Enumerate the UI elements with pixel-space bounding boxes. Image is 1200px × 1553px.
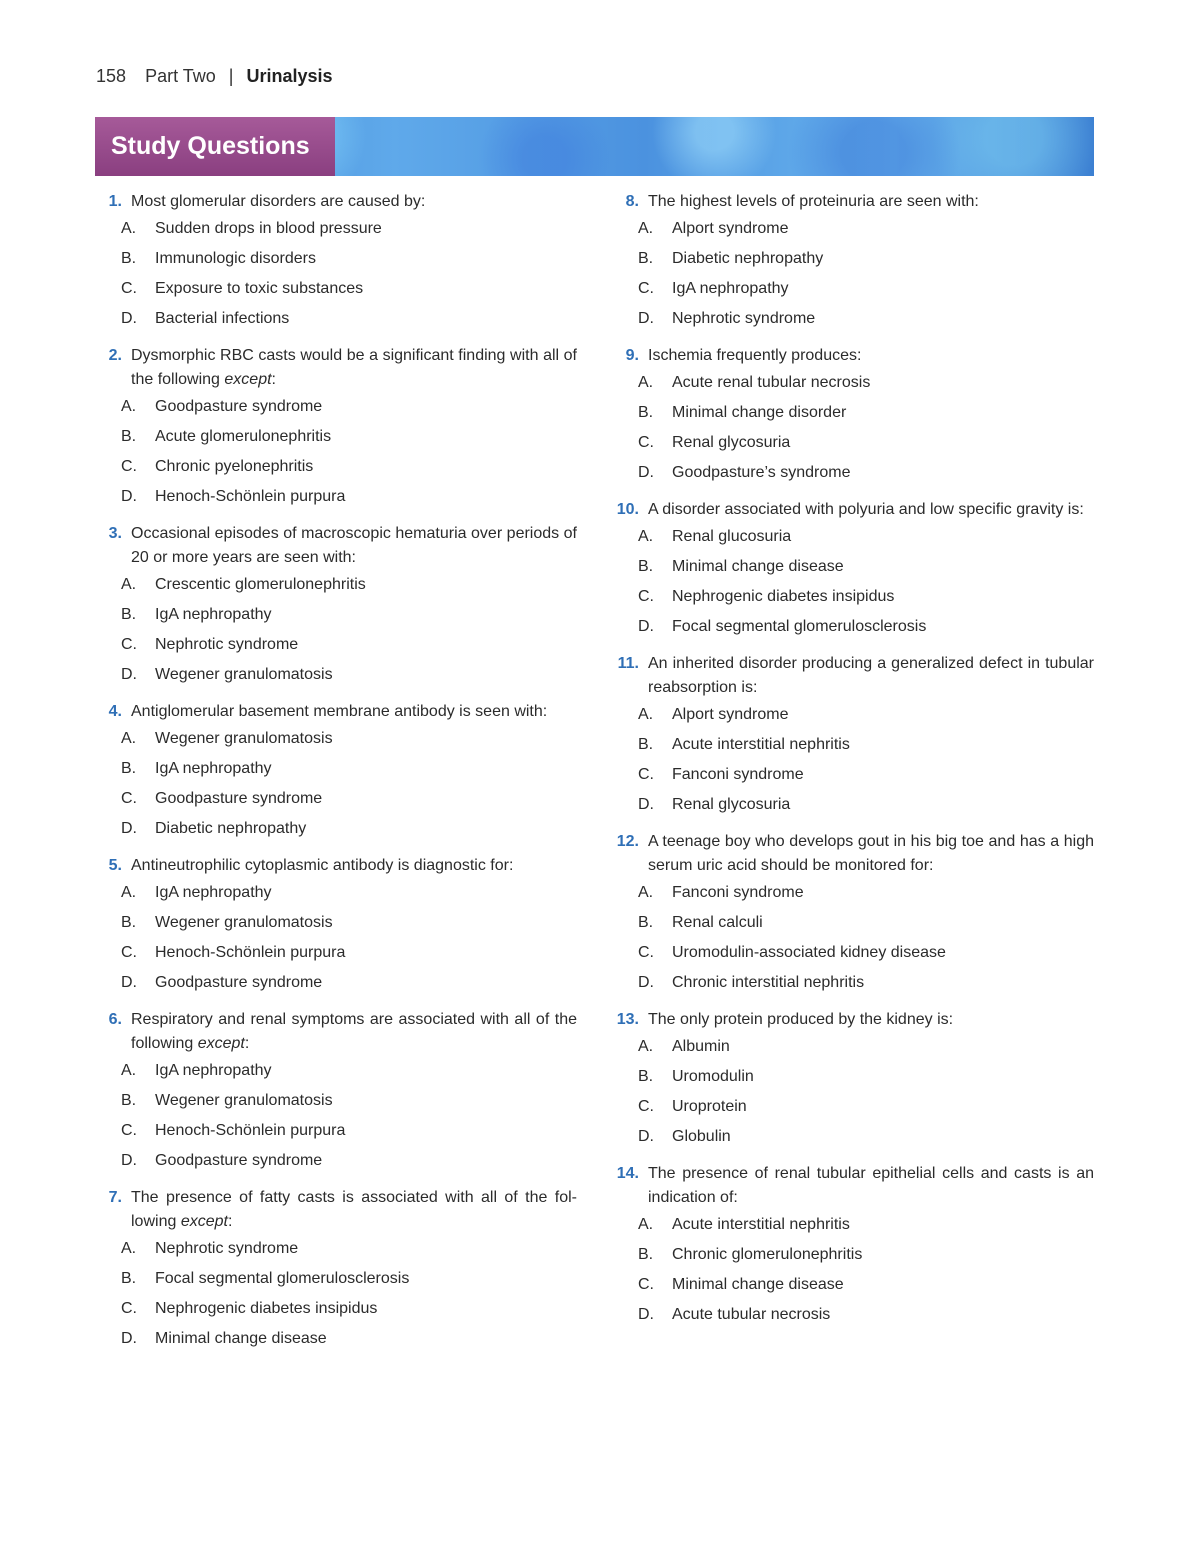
section-title: Urinalysis (246, 66, 333, 86)
option-letter: A. (121, 576, 137, 593)
option-text: Wegener granulomatosis (155, 666, 333, 683)
option-letter: B. (121, 250, 137, 267)
option-text: Acute tubular necrosis (672, 1306, 831, 1323)
option-letter: C. (121, 1300, 137, 1317)
option-text: Uromodulin-associated kidney disease (672, 944, 946, 961)
question-6-option-a[interactable] (95, 1056, 577, 1086)
question-number: 1. (108, 193, 122, 210)
option-text: Goodpasture syndrome (155, 398, 323, 415)
option-text: IgA nephropathy (155, 760, 272, 777)
option-letter: B. (638, 558, 654, 575)
option-letter: B. (121, 606, 137, 623)
option-letter: C. (638, 1098, 654, 1115)
option-text: Wegener granulomatosis (155, 914, 333, 931)
question-12-option-c[interactable] (612, 938, 1094, 968)
option-text: Chronic glomerulonephritis (672, 1246, 863, 1263)
question-10-option-a[interactable] (612, 522, 1094, 552)
question-stem (612, 652, 1094, 700)
option-letter: C. (638, 434, 654, 451)
option-text: Albumin (672, 1038, 730, 1055)
question-10-option-b[interactable] (612, 552, 1094, 582)
option-text: Goodpasture’s syndrome (672, 464, 851, 481)
question-stem (612, 344, 1094, 368)
question-number: 4. (108, 703, 122, 720)
question-4-option-a[interactable] (95, 724, 577, 754)
option-letter: D. (638, 796, 654, 813)
question-2-option-c[interactable] (95, 452, 577, 482)
option-text: Renal calculi (672, 914, 763, 931)
option-text: Nephrotic syndrome (155, 636, 299, 653)
answer-options (612, 214, 1094, 334)
question-number: 10. (616, 501, 639, 518)
option-text: Nephrogenic diabetes insipidus (155, 1300, 378, 1317)
question-8-option-a[interactable] (612, 214, 1094, 244)
option-letter: B. (121, 428, 137, 445)
question-8-option-d[interactable] (612, 304, 1094, 334)
question-6-option-d[interactable] (95, 1146, 577, 1176)
option-letter: D. (638, 618, 654, 635)
question-text: Antineutrophilic cytoplasmic antibody is diagnostic for: (131, 857, 514, 874)
question-number: 14. (616, 1165, 639, 1182)
option-letter: C. (121, 944, 137, 961)
question-14-option-d[interactable] (612, 1300, 1094, 1330)
question-2-option-a[interactable] (95, 392, 577, 422)
page-number: 158 (96, 66, 127, 86)
question-14-option-a[interactable] (612, 1210, 1094, 1240)
option-text: IgA nephropathy (155, 884, 272, 901)
question-7-option-a[interactable] (95, 1234, 577, 1264)
option-letter: C. (121, 458, 137, 475)
option-text: Fanconi syndrome (672, 884, 804, 901)
option-letter: A. (121, 398, 137, 415)
question-10-option-d[interactable] (612, 612, 1094, 642)
question-6 (95, 1008, 577, 1176)
option-letter: A. (638, 1216, 654, 1233)
question-number: 12. (616, 833, 639, 850)
question-7-option-d[interactable] (95, 1324, 577, 1354)
question-text: Occasional episodes of macroscopic hematuria over periods of 20 or more years are seen with: (131, 525, 577, 566)
option-letter: C. (638, 944, 654, 961)
answer-options (95, 570, 577, 690)
answer-options (612, 878, 1094, 998)
question-text: Most glomerular disorders are caused by: (131, 193, 426, 210)
option-text: Acute interstitial nephritis (672, 1216, 850, 1233)
question-2-option-d[interactable] (95, 482, 577, 512)
option-letter: C. (121, 1122, 137, 1139)
question-text: A disorder associated with polyuria and low specific gravity is: (648, 501, 1084, 518)
question-stem (612, 830, 1094, 878)
question-stem (95, 700, 577, 724)
question-stem (95, 854, 577, 878)
option-text: Minimal change disease (672, 1276, 844, 1293)
answer-options (95, 724, 577, 844)
option-text: Renal glycosuria (672, 796, 791, 813)
question-number: 11. (617, 655, 639, 672)
option-text: Alport syndrome (672, 706, 789, 723)
running-head (96, 66, 333, 87)
question-stem (95, 190, 577, 214)
option-text: Focal segmental glomerulosclerosis (672, 618, 927, 635)
option-text: Uroprotein (672, 1098, 747, 1115)
option-text: Henoch-Schönlein purpura (155, 1122, 346, 1139)
question-text-end: : (244, 1035, 250, 1052)
question-13-option-a[interactable] (612, 1032, 1094, 1062)
answer-options (612, 368, 1094, 488)
option-text: Renal glucosuria (672, 528, 792, 545)
option-letter: A. (638, 884, 654, 901)
question-14 (612, 1162, 1094, 1330)
question-3-option-c[interactable] (95, 630, 577, 660)
option-text: IgA nephropathy (155, 1062, 272, 1079)
question-4-option-d[interactable] (95, 814, 577, 844)
option-text: Goodpasture syndrome (155, 790, 323, 807)
question-number: 5. (108, 857, 122, 874)
option-text: Nephrotic syndrome (155, 1240, 299, 1257)
option-text: Acute interstitial nephritis (672, 736, 850, 753)
question-14-option-b[interactable] (612, 1240, 1094, 1270)
option-text: Alport syndrome (672, 220, 789, 237)
questions-column-left (95, 190, 577, 1364)
option-letter: C. (638, 280, 654, 297)
option-text: Nephrogenic diabetes insipidus (672, 588, 895, 605)
question-9-option-c[interactable] (612, 428, 1094, 458)
question-3 (95, 522, 577, 690)
question-11-option-b[interactable] (612, 730, 1094, 760)
option-letter: B. (638, 250, 654, 267)
option-text: Minimal change disease (155, 1330, 327, 1347)
option-letter: A. (121, 1062, 137, 1079)
question-5-option-c[interactable] (95, 938, 577, 968)
answer-options (612, 522, 1094, 642)
option-letter: A. (638, 528, 654, 545)
question-2 (95, 344, 577, 512)
question-1 (95, 190, 577, 334)
question-6-option-c[interactable] (95, 1116, 577, 1146)
question-12-option-d[interactable] (612, 968, 1094, 998)
option-text: Wegener granulomatosis (155, 730, 333, 747)
answer-options (95, 214, 577, 334)
question-stem (612, 498, 1094, 522)
questions-column-right (612, 190, 1094, 1340)
option-text: Crescentic glomerulonephritis (155, 576, 366, 593)
question-text: Ischemia frequently produces: (648, 347, 862, 364)
question-13 (612, 1008, 1094, 1152)
question-text: Dysmorphic RBC casts would be a significant finding with all of the following (131, 347, 577, 388)
question-11 (612, 652, 1094, 820)
question-text: The only protein produced by the kidney is: (648, 1011, 954, 1028)
option-text: Acute renal tubular necrosis (672, 374, 871, 391)
question-7-option-c[interactable] (95, 1294, 577, 1324)
option-letter: C. (121, 636, 137, 653)
option-text: Henoch-Schönlein purpura (155, 488, 346, 505)
option-text: Henoch-Schönlein purpura (155, 944, 346, 961)
option-letter: D. (638, 974, 654, 991)
question-13-option-c[interactable] (612, 1092, 1094, 1122)
question-5-option-a[interactable] (95, 878, 577, 908)
option-letter: A. (638, 706, 654, 723)
question-8-option-b[interactable] (612, 244, 1094, 274)
option-letter: A. (121, 730, 137, 747)
option-letter: C. (121, 280, 137, 297)
question-9-option-a[interactable] (612, 368, 1094, 398)
question-6-option-b[interactable] (95, 1086, 577, 1116)
option-text: IgA nephropathy (672, 280, 789, 297)
question-text: An inherited disorder producing a generalized defect in tubular reabsorption is: (648, 655, 1094, 696)
option-text: Goodpasture syndrome (155, 974, 323, 991)
question-number: 8. (625, 193, 639, 210)
option-letter: D. (638, 464, 654, 481)
question-12-option-b[interactable] (612, 908, 1094, 938)
question-stem (612, 1008, 1094, 1032)
option-text: Chronic interstitial nephritis (672, 974, 865, 991)
question-12 (612, 830, 1094, 998)
question-number: 13. (616, 1011, 639, 1028)
option-text: Acute glomerulonephritis (155, 428, 332, 445)
option-letter: C. (638, 766, 654, 783)
question-13-option-b[interactable] (612, 1062, 1094, 1092)
answer-options (95, 878, 577, 998)
option-letter: D. (638, 1306, 654, 1323)
option-letter: D. (121, 488, 137, 505)
option-text: Bacterial infections (155, 310, 290, 327)
option-text: Minimal change disease (672, 558, 844, 575)
question-3-option-d[interactable] (95, 660, 577, 690)
question-number: 9. (625, 347, 639, 364)
option-letter: A. (638, 374, 654, 391)
option-letter: C. (638, 588, 654, 605)
question-emphasis: except (197, 1035, 245, 1052)
question-1-option-d[interactable] (95, 304, 577, 334)
option-letter: D. (121, 310, 137, 327)
question-10-option-c[interactable] (612, 582, 1094, 612)
option-letter: B. (121, 914, 137, 931)
question-text-end: : (271, 371, 276, 388)
question-text: Antiglomerular basement membrane antibody is seen with: (131, 703, 548, 720)
question-number: 2. (108, 347, 122, 364)
banner-title: Study Questions (95, 117, 335, 176)
option-text: Wegener granulomatosis (155, 1092, 333, 1109)
option-text: Sudden drops in blood pressure (155, 220, 382, 237)
question-5-option-b[interactable] (95, 908, 577, 938)
question-3-option-b[interactable] (95, 600, 577, 630)
part-label: Part Two (145, 66, 216, 86)
option-text: Fanconi syndrome (672, 766, 804, 783)
option-letter: A. (121, 220, 137, 237)
question-14-option-c[interactable] (612, 1270, 1094, 1300)
question-1-option-c[interactable] (95, 274, 577, 304)
option-letter: D. (121, 1330, 137, 1347)
option-letter: B. (121, 760, 137, 777)
question-emphasis: except (180, 1213, 228, 1230)
question-stem (612, 190, 1094, 214)
option-letter: B. (638, 736, 654, 753)
study-questions-banner (95, 117, 1094, 176)
question-8-option-c[interactable] (612, 274, 1094, 304)
question-text: The presence of fatty casts is associated with all of the fol-lowing (131, 1189, 577, 1230)
question-1-option-b[interactable] (95, 244, 577, 274)
question-text-end: : (227, 1213, 233, 1230)
question-number: 6. (108, 1011, 122, 1028)
option-letter: D. (121, 666, 137, 683)
option-text: IgA nephropathy (155, 606, 272, 623)
question-7 (95, 1186, 577, 1354)
option-letter: D. (638, 310, 654, 327)
question-number: 7. (108, 1189, 122, 1206)
option-text: Exposure to toxic substances (155, 280, 364, 297)
question-8 (612, 190, 1094, 334)
question-4 (95, 700, 577, 844)
answer-options (95, 1234, 577, 1354)
option-text: Renal glycosuria (672, 434, 791, 451)
option-text: Goodpasture syndrome (155, 1152, 323, 1169)
question-3-option-a[interactable] (95, 570, 577, 600)
answer-options (612, 1210, 1094, 1330)
option-text: Diabetic nephropathy (155, 820, 307, 837)
question-11-option-c[interactable] (612, 760, 1094, 790)
option-text: Diabetic nephropathy (672, 250, 824, 267)
option-letter: A. (121, 1240, 137, 1257)
answer-options (612, 700, 1094, 820)
answer-options (612, 1032, 1094, 1152)
header-separator: | (228, 66, 234, 86)
question-9-option-d[interactable] (612, 458, 1094, 488)
answer-options (95, 392, 577, 512)
option-text: Globulin (672, 1128, 731, 1145)
question-stem (95, 522, 577, 570)
option-letter: B. (638, 914, 654, 931)
option-letter: A. (121, 884, 137, 901)
option-text: Uromodulin (672, 1068, 754, 1085)
question-4-option-b[interactable] (95, 754, 577, 784)
option-text: Minimal change disorder (672, 404, 847, 421)
question-4-option-c[interactable] (95, 784, 577, 814)
question-stem (95, 1186, 577, 1234)
question-text: A teenage boy who develops gout in his big toe and has a high serum uric acid should be monitored for: (648, 833, 1094, 874)
option-letter: B. (121, 1270, 137, 1287)
option-letter: C. (638, 1276, 654, 1293)
option-letter: A. (638, 1038, 654, 1055)
question-9-option-b[interactable] (612, 398, 1094, 428)
question-text: The highest levels of proteinuria are seen with: (648, 193, 979, 210)
question-2-option-b[interactable] (95, 422, 577, 452)
question-text: The presence of renal tubular epithelial cells and casts is an indication of: (648, 1165, 1094, 1206)
question-12-option-a[interactable] (612, 878, 1094, 908)
answer-options (95, 1056, 577, 1176)
question-5-option-d[interactable] (95, 968, 577, 998)
question-11-option-a[interactable] (612, 700, 1094, 730)
option-text: Chronic pyelonephritis (155, 458, 314, 475)
question-number: 3. (108, 525, 122, 542)
question-stem (95, 344, 577, 392)
question-text: Respiratory and renal symptoms are associated with all of the following (131, 1011, 577, 1052)
option-letter: D. (121, 820, 137, 837)
question-5 (95, 854, 577, 998)
question-emphasis: except (224, 371, 272, 388)
question-11-option-d[interactable] (612, 790, 1094, 820)
option-letter: C. (121, 790, 137, 807)
option-letter: B. (638, 1246, 654, 1263)
option-text: Nephrotic syndrome (672, 310, 816, 327)
question-stem (95, 1008, 577, 1056)
question-stem (612, 1162, 1094, 1210)
option-text: Focal segmental glomerulosclerosis (155, 1270, 410, 1287)
question-10 (612, 498, 1094, 642)
option-letter: A. (638, 220, 654, 237)
question-9 (612, 344, 1094, 488)
option-letter: D. (121, 974, 137, 991)
option-letter: B. (638, 1068, 654, 1085)
option-letter: B. (638, 404, 654, 421)
question-1-option-a[interactable] (95, 214, 577, 244)
option-letter: D. (121, 1152, 137, 1169)
question-13-option-d[interactable] (612, 1122, 1094, 1152)
question-7-option-b[interactable] (95, 1264, 577, 1294)
option-letter: D. (638, 1128, 654, 1145)
option-text: Immunologic disorders (155, 250, 316, 267)
option-letter: B. (121, 1092, 137, 1109)
